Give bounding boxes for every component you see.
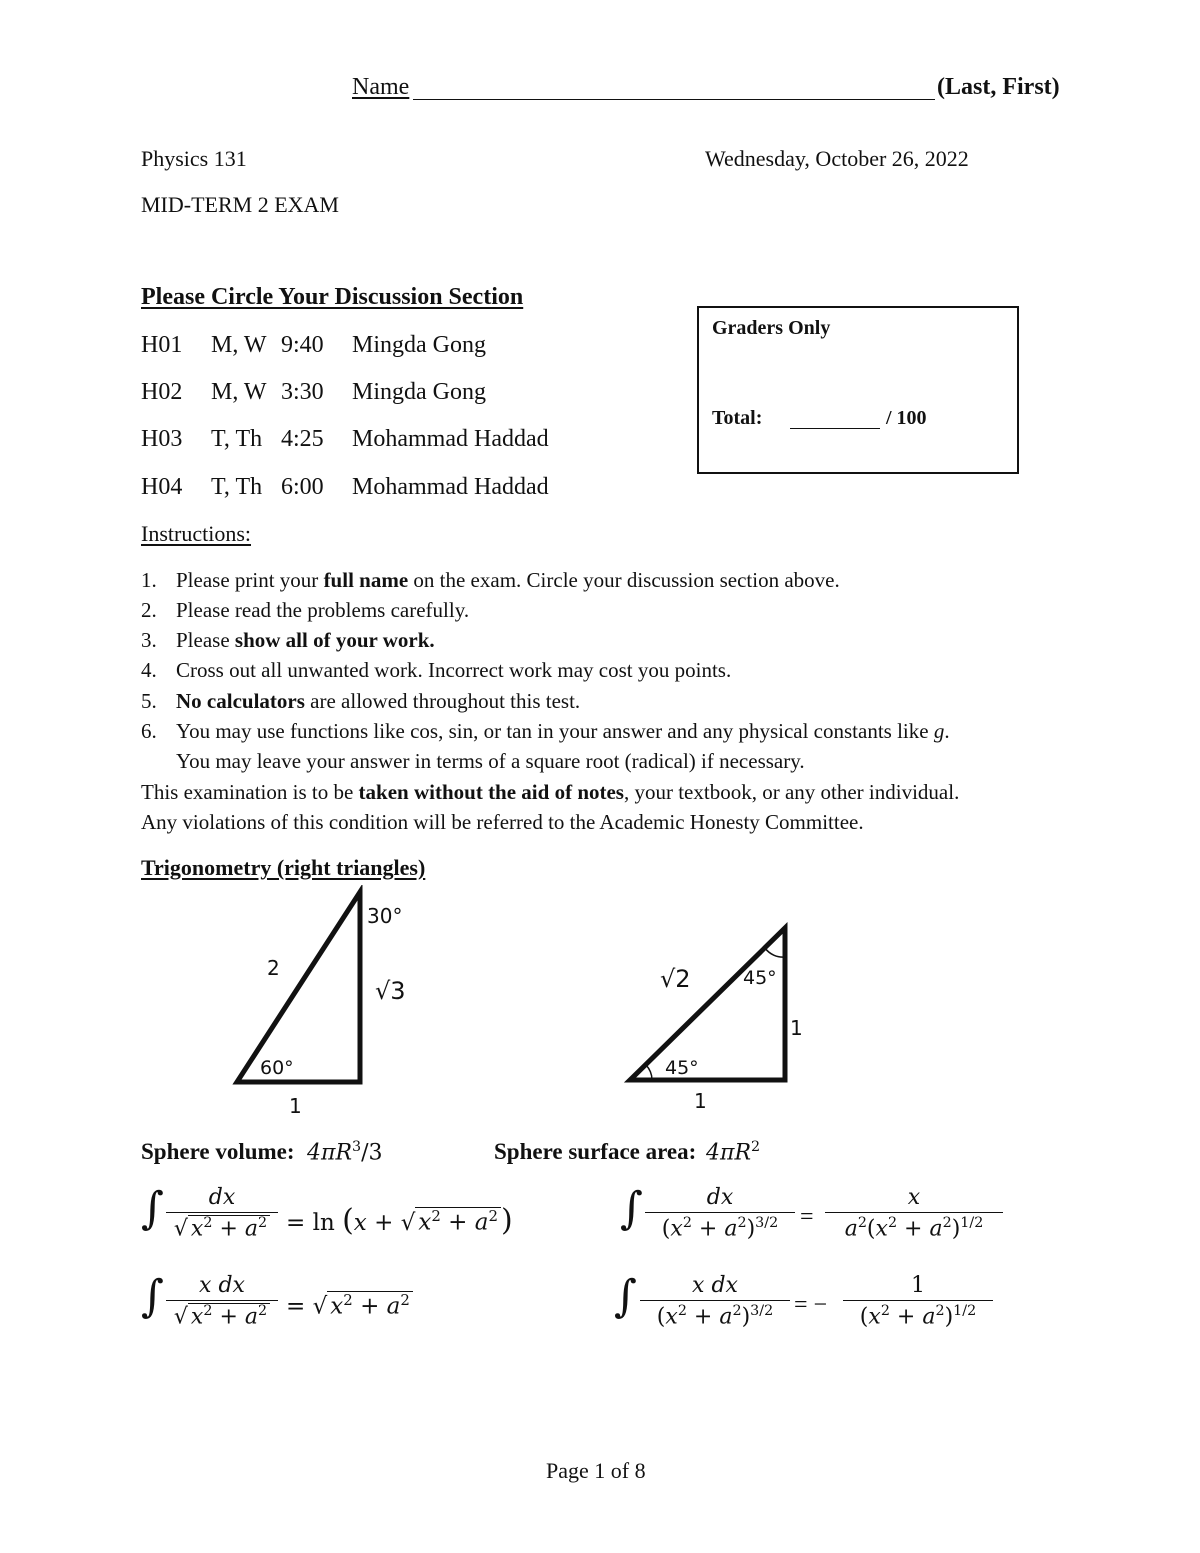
instruction-number: 1. [141, 568, 157, 592]
tri1-angle-top: 30° [367, 904, 403, 928]
trig-heading: Trigonometry (right triangles) [141, 855, 426, 880]
instruction-6: You may use functions like cos, sin, or tan in your answer and any physical constants like g. [176, 719, 950, 743]
section-instructor: Mingda Gong [352, 379, 486, 405]
graders-title: Graders Only [712, 317, 831, 339]
section-code: H04 [141, 474, 183, 500]
section-instructor: Mohammad Haddad [352, 426, 549, 452]
section-days: T, Th [211, 474, 263, 500]
tri1-vertical-side: √3 [375, 977, 406, 1005]
sphere-area-label: Sphere surface area: [494, 1139, 697, 1164]
section-days: M, W [211, 379, 267, 405]
instruction-number: 3. [141, 628, 157, 652]
angle-arc-top [765, 948, 785, 957]
instruction-number: 2. [141, 598, 157, 622]
total-score-field[interactable] [790, 428, 880, 429]
tri2-vertical-side: 1 [790, 1016, 803, 1040]
section-code: H01 [141, 332, 183, 358]
sphere-volume-label: Sphere volume: [141, 1139, 295, 1164]
instruction-number: 4. [141, 658, 157, 682]
instruction-2: Please read the problems carefully. [176, 598, 470, 622]
section-days: M, W [211, 332, 267, 358]
total-max: / 100 [886, 407, 927, 429]
section-time: 6:00 [281, 474, 324, 500]
section-instructor: Mingda Gong [352, 332, 486, 358]
name-label: Name [352, 74, 410, 100]
tri2-angle-top: 45° [743, 967, 777, 989]
instruction-number: 5. [141, 689, 157, 713]
section-heading: Please Circle Your Discussion Section [141, 284, 524, 310]
triangle-30-60-90 [237, 892, 360, 1082]
name-field-line[interactable] [413, 99, 935, 100]
instruction-3: Please show all of your work. [176, 628, 435, 652]
exam-date: Wednesday, October 26, 2022 [705, 146, 969, 171]
section-time: 4:25 [281, 426, 324, 452]
instruction-5: No calculators are allowed throughout this test. [176, 689, 581, 713]
tri2-base: 1 [694, 1089, 707, 1113]
tri2-hypotenuse: √2 [660, 965, 691, 993]
section-code: H03 [141, 426, 183, 452]
triangle-45-45-90 [630, 928, 785, 1080]
section-time: 3:30 [281, 379, 324, 405]
sphere-volume-formula: $4\pi R^3/3$ [307, 1139, 383, 1166]
tri1-base: 1 [289, 1094, 302, 1118]
section-time: 9:40 [281, 332, 324, 358]
instruction-6-continued: You may leave your answer in terms of a square root (radical) if necessary. [176, 749, 805, 773]
exam-title: MID-TERM 2 EXAM [141, 192, 339, 217]
instruction-number: 6. [141, 719, 157, 743]
tri1-hypotenuse: 2 [267, 956, 280, 980]
section-code: H02 [141, 379, 183, 405]
instruction-1: Please print your full name on the exam. Circle your discussion section above. [176, 568, 840, 592]
page-number: Page 1 of 8 [546, 1458, 646, 1483]
honesty-statement-line2: Any violations of this condition will be referred to the Academic Honesty Committee. [141, 810, 864, 834]
total-label: Total: [712, 407, 763, 429]
tri1-angle-bottom: 60° [260, 1057, 294, 1079]
honesty-statement: This examination is to be taken without the aid of notes, your textbook, or any other individual. [141, 780, 960, 804]
section-instructor: Mohammad Haddad [352, 474, 549, 500]
instruction-4: Cross out all unwanted work. Incorrect work may cost you points. [176, 658, 732, 682]
trig-triangles [200, 885, 900, 1120]
sphere-area-formula: $4\pi R^2$ [706, 1139, 761, 1166]
section-days: T, Th [211, 426, 263, 452]
course-name: Physics 131 [141, 146, 247, 171]
instructions-heading: Instructions: [141, 521, 251, 546]
tri2-angle-bottom: 45° [665, 1057, 699, 1079]
name-format-hint: (Last, First) [937, 74, 1060, 100]
